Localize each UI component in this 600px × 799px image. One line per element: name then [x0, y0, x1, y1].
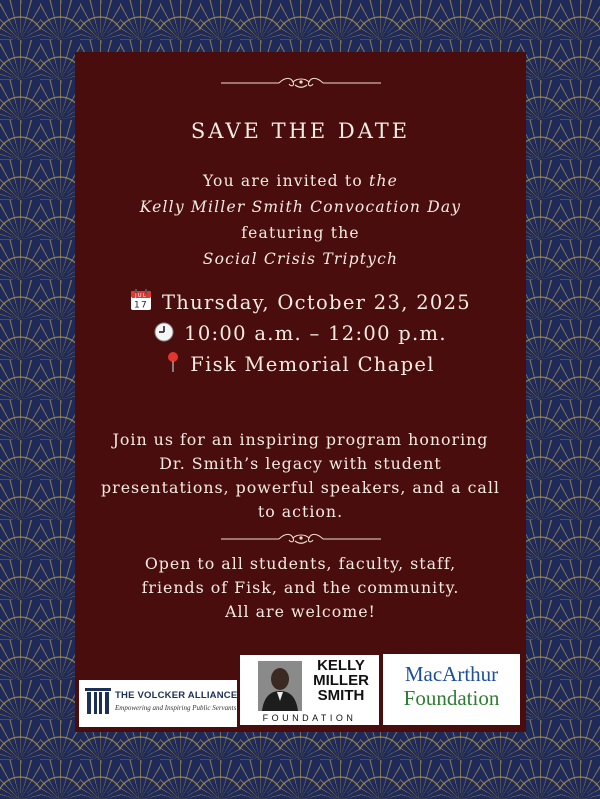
audience-line3: All are welcome!	[225, 602, 376, 621]
event-date: Thursday, October 23, 2025	[161, 291, 472, 314]
kms-line1: KELLY	[317, 657, 365, 674]
clock-icon	[154, 321, 174, 350]
description-line3: presentations, powerful speakers, and a call	[101, 478, 500, 497]
volcker-name: THE VOLCKER ALLIANCE	[115, 690, 238, 701]
invitation-card	[75, 52, 526, 732]
volcker-tagline: Empowering and Inspiring Public Servants	[115, 704, 237, 712]
middle-ornament-divider	[75, 530, 526, 550]
page-title: SAVE THE DATE	[190, 119, 411, 143]
macarthur-name: MacArthur	[404, 662, 499, 686]
event-location-row	[75, 350, 526, 381]
event-time: 10:00 a.m. – 12:00 p.m.	[184, 322, 447, 345]
audience-line2: friends of Fisk, and the community.	[141, 578, 460, 597]
event-time-row	[75, 319, 526, 350]
pin-icon	[166, 351, 180, 381]
audience-line1: Open to all students, faculty, staff,	[144, 554, 457, 573]
calendar-month: JUL	[135, 293, 147, 299]
volcker-alliance-logo	[79, 680, 237, 727]
description-line4: to action.	[257, 502, 344, 521]
portrait-photo	[258, 661, 302, 711]
description-line2: Dr. Smith’s legacy with student	[159, 454, 442, 473]
columns-icon	[85, 688, 111, 722]
program-name: Social Crisis Triptych	[202, 250, 399, 268]
invite-line1: You are invited to	[202, 172, 363, 190]
sponsor-logos	[75, 657, 526, 727]
kms-line3: SMITH	[317, 687, 365, 704]
description-line1: Join us for an inspiring program honoring	[112, 430, 489, 449]
event-name: Kelly Miller Smith Convocation Day	[139, 198, 462, 216]
invite-line3: featuring the	[241, 224, 360, 242]
top-ornament-divider	[75, 74, 526, 94]
event-date-row	[75, 288, 526, 319]
event-description	[83, 428, 518, 524]
macarthur-foundation-logo	[383, 654, 520, 725]
invite-line1-italic: the	[369, 172, 399, 190]
kms-foundation-text: FOUNDATION	[262, 713, 357, 723]
kms-line2: MILLER	[313, 672, 369, 689]
macarthur-foundation-text: Foundation	[403, 686, 500, 710]
audience-text	[75, 552, 526, 624]
event-location: Fisk Memorial Chapel	[190, 353, 435, 376]
invitation-text	[75, 168, 526, 272]
kelly-miller-smith-foundation-logo	[240, 655, 379, 725]
kms-name	[304, 658, 378, 703]
event-details	[75, 288, 526, 381]
calendar-icon	[130, 289, 152, 319]
calendar-day: 17	[133, 300, 148, 311]
